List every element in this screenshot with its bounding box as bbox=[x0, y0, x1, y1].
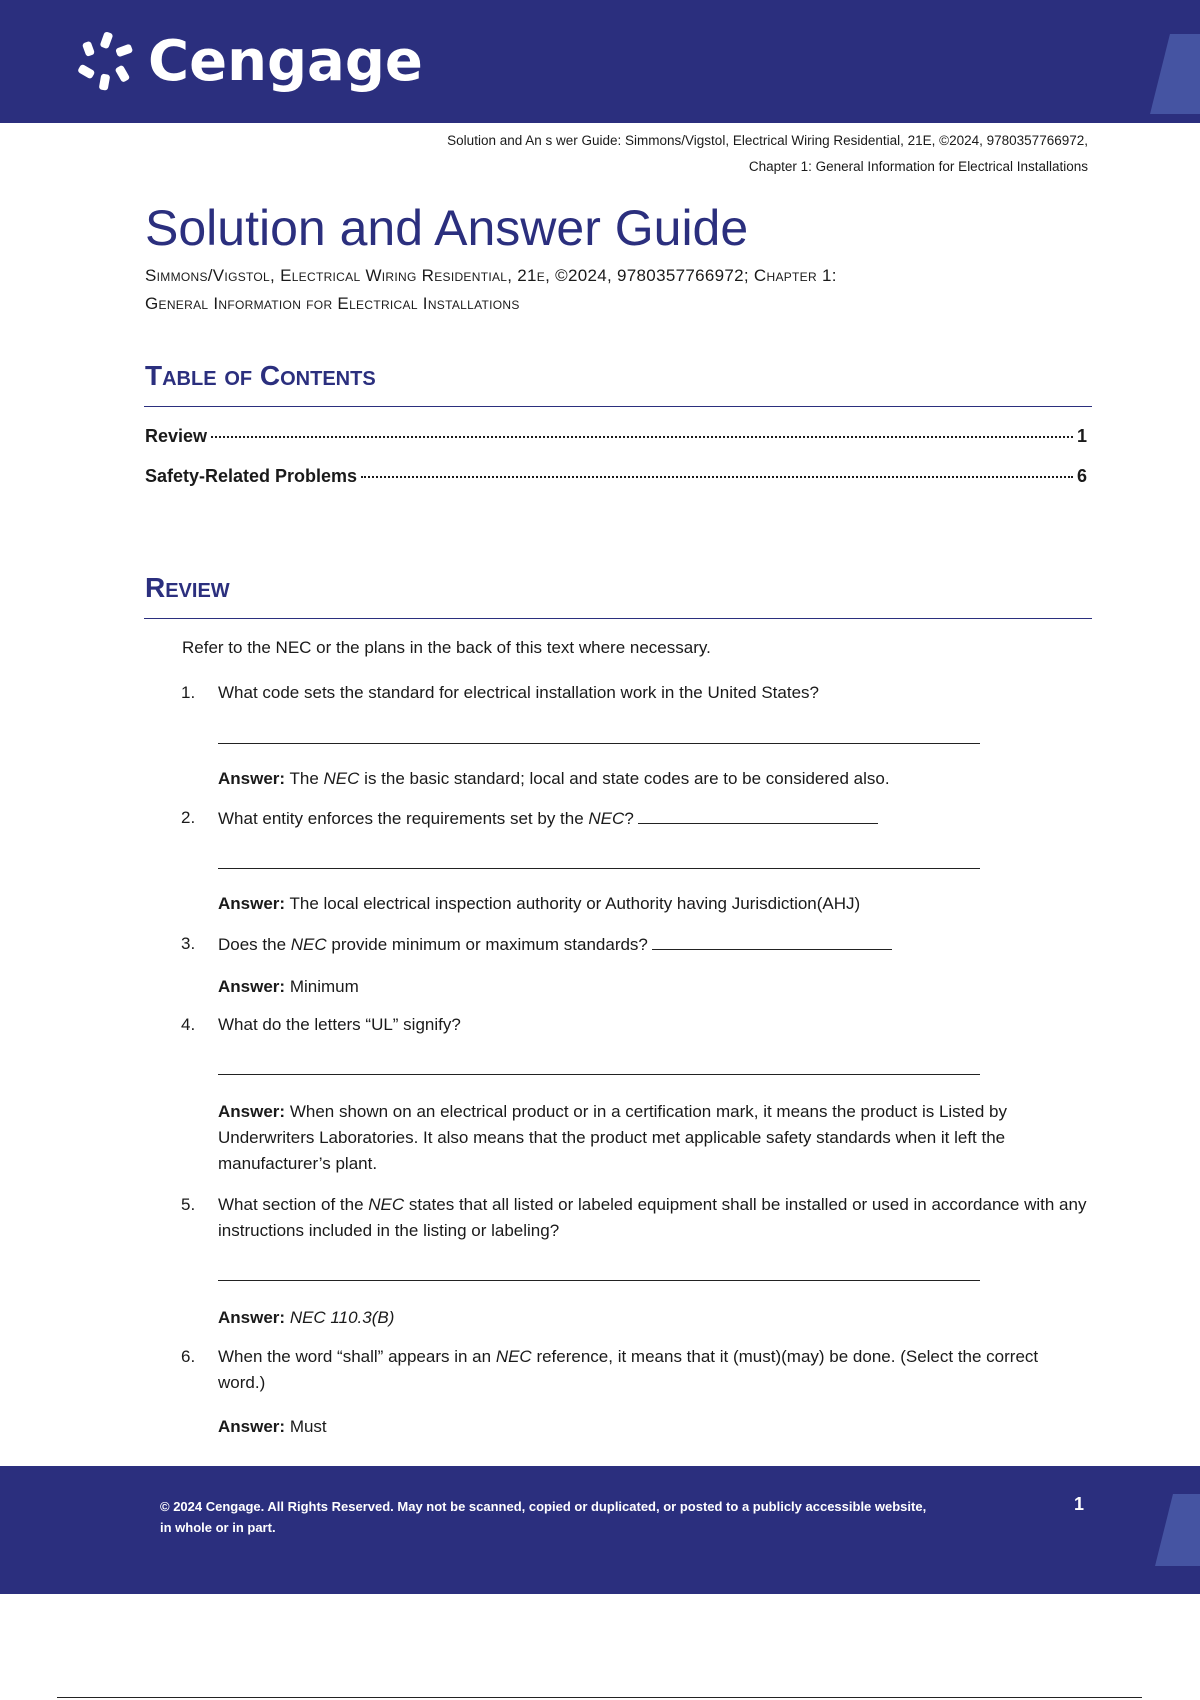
footer-copyright: © 2024 Cengage. All Rights Reserved. May not be scanned, copied or duplicated, or posted to a publicly accessible website, in whole or in part. bbox=[160, 1499, 927, 1535]
toc-entry-review[interactable] bbox=[145, 426, 1087, 447]
answer-blank-line bbox=[218, 1280, 980, 1281]
review-rule bbox=[144, 618, 1092, 619]
question-3-text: Does the NEC provide minimum or maximum standards? bbox=[218, 931, 1088, 958]
question-number: 1. bbox=[181, 683, 196, 702]
answer-4: Answer: When shown on an electrical product or in a certification mark, it means the product is Listed by Underwriters Laboratories. It also means that the product met applicable safety standards when it left the manufacturer’s plant. bbox=[218, 1102, 1007, 1173]
toc-heading: Table of Contents bbox=[145, 360, 376, 391]
toc-entry-page: 6 bbox=[1076, 466, 1087, 486]
footer-page-number: 1 bbox=[1074, 1494, 1085, 1514]
answer-blank-line bbox=[218, 1074, 980, 1075]
answer-label: Answer: bbox=[218, 1102, 286, 1121]
page-title: Solution and Answer Guide bbox=[145, 200, 749, 256]
question-number: 3. bbox=[181, 934, 196, 953]
answer-1: Answer: The NEC is the basic standard; local and state codes are to be considered also. bbox=[218, 769, 890, 788]
answer-blank-line bbox=[218, 743, 980, 744]
header-band bbox=[0, 0, 1200, 123]
footer-corner-decoration bbox=[1155, 1494, 1200, 1566]
toc-entry-page: 1 bbox=[1076, 426, 1087, 446]
review-heading: Review bbox=[145, 572, 230, 603]
answer-5: Answer: NEC 110.3(B) bbox=[218, 1308, 395, 1327]
answer-label: Answer: bbox=[218, 1308, 286, 1327]
subtitle-line-1: Simmons/Vigstol, Electrical Wiring Residential, 21e, ©2024, 9780357766972; Chapter 1: bbox=[145, 266, 837, 285]
question-number: 2. bbox=[181, 808, 196, 827]
logo-wordmark: Cengage bbox=[148, 29, 423, 94]
question-2-text: What entity enforces the requirements set by the NEC? bbox=[218, 805, 1088, 832]
question-6-text: When the word “shall” appears in an NEC reference, it means that it (must)(may) be done. (Select the correct word.) bbox=[218, 1347, 1039, 1392]
running-head bbox=[447, 128, 1088, 180]
cengage-logo bbox=[74, 30, 423, 94]
review-intro: Refer to the NEC or the plans in the back of this text where necessary. bbox=[182, 638, 711, 657]
toc-rule bbox=[144, 406, 1092, 407]
answer-6: Answer: Must bbox=[218, 1417, 327, 1436]
answer-label: Answer: bbox=[218, 769, 286, 788]
subtitle-line-2: General Information for Electrical Installations bbox=[145, 294, 520, 313]
running-head-line-1: Solution and An s wer Guide: Simmons/Vigstol, Electrical Wiring Residential, 21E, ©2024, 9780357766972, bbox=[447, 133, 1088, 148]
cengage-logo-mark-icon bbox=[74, 30, 138, 94]
answer-label: Answer: bbox=[218, 1417, 286, 1436]
toc-leader-dots bbox=[211, 436, 1073, 438]
footer-band bbox=[0, 1466, 1200, 1594]
inline-answer-blank bbox=[638, 805, 878, 824]
toc-entry-label: Safety-Related Problems bbox=[145, 466, 358, 486]
answer-label: Answer: bbox=[218, 894, 286, 913]
running-head-line-2: Chapter 1: General Information for Electrical Installations bbox=[748, 159, 1088, 174]
question-5-text: What section of the NEC states that all listed or labeled equipment shall be installed or used in accordance with any instructions included in the listing or labeling? bbox=[218, 1195, 1087, 1240]
answer-blank-line bbox=[218, 868, 980, 869]
question-number: 4. bbox=[181, 1015, 196, 1034]
toc-leader-dots bbox=[361, 476, 1073, 478]
question-number: 6. bbox=[181, 1347, 196, 1366]
question-4-text: What do the letters “UL” signify? bbox=[218, 1015, 461, 1034]
answer-label: Answer: bbox=[218, 977, 286, 996]
toc-entry-safety-related-problems[interactable] bbox=[145, 466, 1087, 487]
page-bottom-rule bbox=[57, 1697, 1142, 1698]
toc-entry-label: Review bbox=[145, 426, 208, 446]
inline-answer-blank bbox=[652, 931, 892, 950]
answer-2: Answer: The local electrical inspection authority or Authority having Jurisdiction(AHJ) bbox=[218, 894, 861, 913]
document-subtitle bbox=[145, 262, 995, 318]
answer-3: Answer: Minimum bbox=[218, 977, 359, 996]
question-number: 5. bbox=[181, 1195, 196, 1214]
question-1-text: What code sets the standard for electrical installation work in the United States? bbox=[218, 683, 819, 702]
header-corner-decoration bbox=[1150, 34, 1200, 114]
